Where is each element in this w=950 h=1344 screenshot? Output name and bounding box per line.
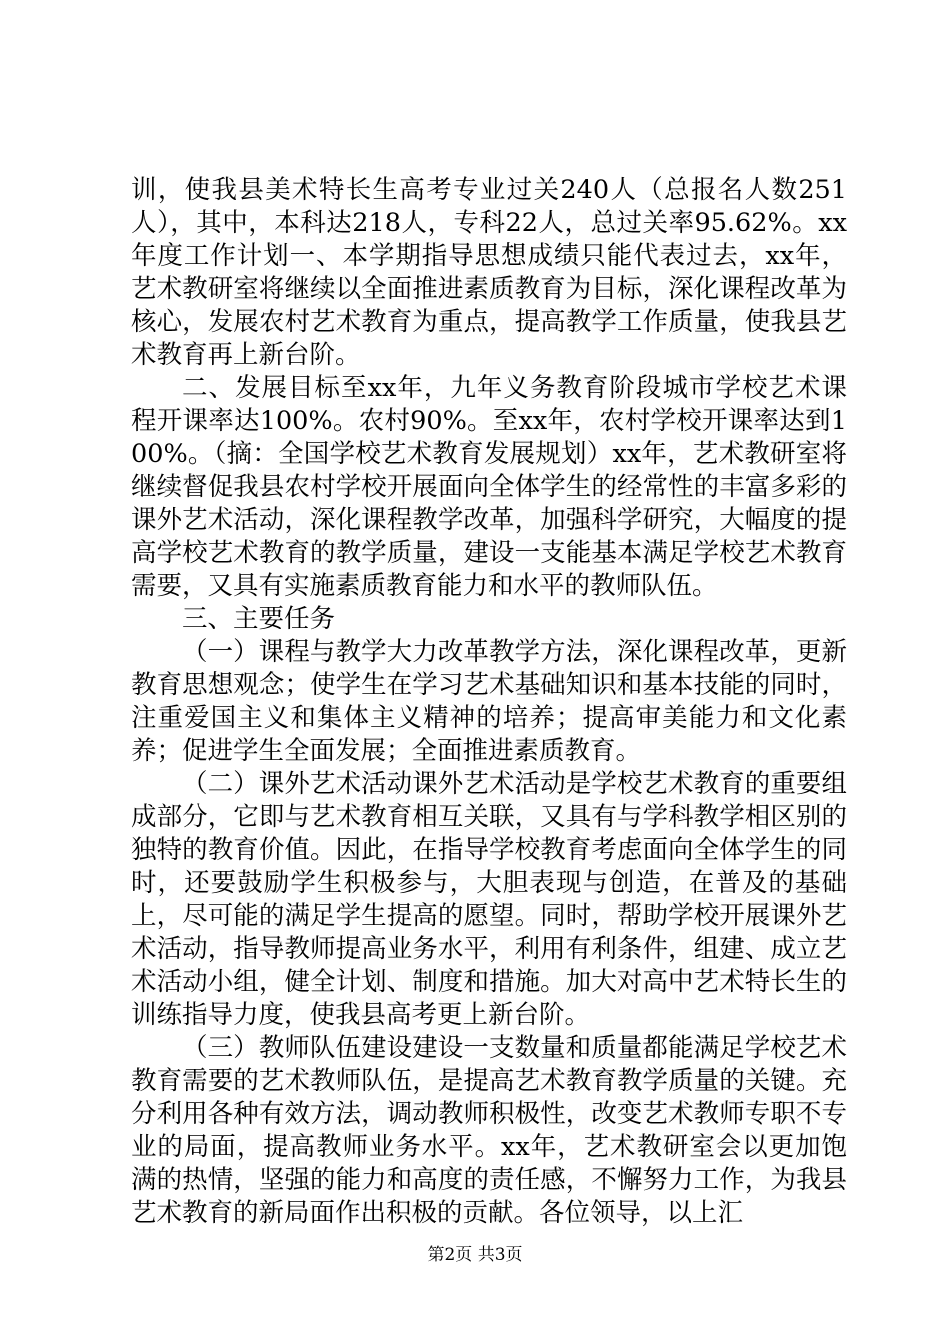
paragraph-teacher-team: （三）教师队伍建设建设一支数量和质量都能满足学校艺术教育需要的艺术教师队伍，是提高艺术教育教学质量的关键。充分利用各种有效方法，调动教师积极性，改变艺术教师专职不专业的局面，提高教师业务水平。xx年，艺术教研室会以更加饱满的热情，坚强的能力和高度的责任感，不懈努力工作，为我县艺术教育的新局面作出积极的贡献。各位领导，以上汇 bbox=[131, 1033, 847, 1228]
paragraph-extracurricular-activities: （二）课外艺术活动课外艺术活动是学校艺术教育的重要组成部分，它即与艺术教育相互关联，又具有与学科教学相区别的独特的教育价值。因此，在指导学校教育考虑面向全体学生的同时，还要鼓励学生积极参与，大胆表现与创造，在普及的基础上，尽可能的满足学生提高的愿望。同时，帮助学校开展课外艺术活动，指导教师提高业务水平，利用有利条件，组建、成立艺术活动小组，健全计划、制度和措施。加大对高中艺术特长生的训练指导力度，使我县高考更上新台阶。 bbox=[131, 769, 847, 1030]
paragraph-development-goals: 二、发展目标至xx年，九年义务教育阶段城市学校艺术课程开课率达100%。农村90%。至xx年，农村学校开课率达到100%。（摘：全国学校艺术教育发展规划）xx年，艺术教研室将继续督促我县农村学校开展面向全体学生的经常性的丰富多彩的课外艺术活动，深化课程教学改革，加强科学研究，大幅度的提高学校艺术教育的教学质量，建设一支能基本满足学校艺术教育需要，又具有实施素质教育能力和水平的教师队伍。 bbox=[131, 373, 847, 601]
document-body bbox=[131, 174, 847, 1230]
paragraph-curriculum-teaching: （一）课程与教学大力改革教学方法，深化课程改革，更新教育思想观念；使学生在学习艺术基础知识和基本技能的同时，注重爱国主义和集体主义精神的培养；提高审美能力和文化素养；促进学生全面发展；全面推进素质教育。 bbox=[131, 637, 847, 766]
page-number-footer: 第2页 共3页 bbox=[427, 1245, 523, 1265]
section-heading-main-tasks: 三、主要任务 bbox=[182, 604, 336, 634]
paragraph-achievement-summary: 训，使我县美术特长生高考专业过关240人（总报名人数251人），其中，本科达218人，专科22人，总过关率95.62%。xx年度工作计划一、本学期指导思想成绩只能代表过去，xx年，艺术教研室将继续以全面推进素质教育为目标，深化课程改革为核心，发展农村艺术教育为重点，提高教学工作质量，使我县艺术教育再上新台阶。 bbox=[131, 175, 847, 370]
